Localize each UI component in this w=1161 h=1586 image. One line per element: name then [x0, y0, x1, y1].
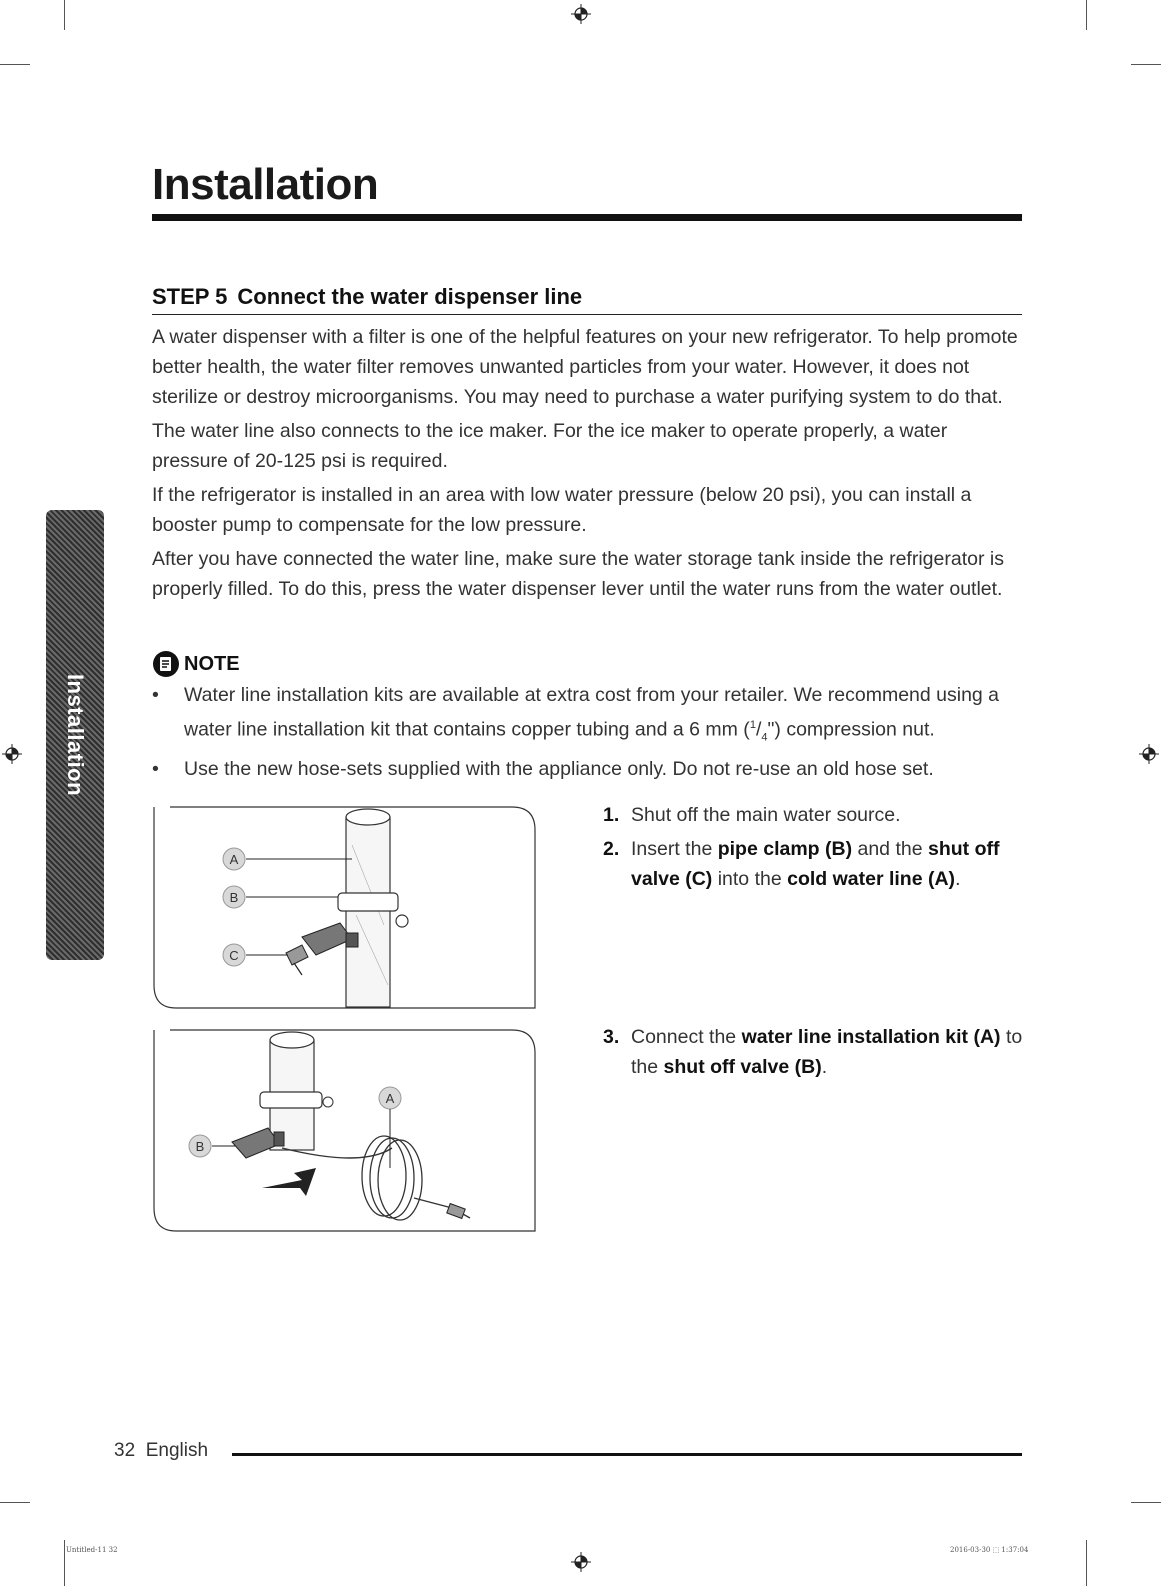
paragraph: A water dispenser with a filter is one of the helpful features on your new refrigerator. To help promote better health, the water filter removes unwanted particles from your water. However, it does not sterilize or destroy microorganisms. You may need to purchase a water purifying system to do that.	[152, 326, 1018, 408]
crop-mark	[1131, 1502, 1161, 1503]
step-term: shut off valve (B)	[663, 1056, 822, 1078]
paragraph: After you have connected the water line, make sure the water storage tank inside the refrigerator is properly filled. To do this, press the water dispenser lever until the water runs from the water outlet.	[152, 548, 1004, 600]
note-list	[152, 680, 1022, 786]
note-header	[152, 650, 240, 678]
step-term: water line installation kit (A)	[741, 1026, 1001, 1048]
page-number: 32	[114, 1440, 136, 1461]
page-footer	[114, 1440, 208, 1462]
note-item	[152, 680, 1022, 752]
fraction-denominator: 4	[761, 731, 768, 744]
steps-list	[603, 800, 1023, 898]
step-number: 2.	[603, 838, 620, 860]
note-label: NOTE	[184, 652, 240, 675]
step-item	[603, 800, 1023, 830]
crop-mark	[0, 64, 30, 65]
paragraph: If the refrigerator is installed in an area with low water pressure (below 20 psi), you can install a booster pump to compensate for the low pressure.	[152, 484, 972, 536]
figure-label: A	[385, 1091, 395, 1106]
note-icon	[152, 650, 180, 678]
steps-list	[603, 1022, 1023, 1086]
title-rule	[152, 214, 1022, 221]
figure-label: C	[229, 948, 239, 963]
step-item	[603, 1022, 1023, 1082]
page-title: Installation	[152, 160, 379, 209]
step-term: shut off valve (C)	[631, 838, 1000, 890]
fraction-numerator: 1	[749, 719, 756, 731]
step-title: Connect the water dispenser line	[237, 284, 583, 309]
note-item-text: ") compression nut.	[767, 718, 935, 741]
crop-mark	[1131, 64, 1161, 65]
step-item	[603, 834, 1023, 894]
step-body	[152, 322, 1022, 608]
registration-mark-icon	[2, 744, 22, 764]
step-text: and the	[852, 838, 928, 860]
note-item-text: Water line installation kits are available at extra cost from your retailer. We recommend using a water line installation kit that contains copper tubing and a 6 mm (	[184, 684, 1000, 741]
paragraph: The water line also connects to the ice maker. For the ice maker to operate properly, a water pressure of 20-125 psi is required.	[152, 420, 948, 472]
footer-rule	[232, 1453, 1022, 1456]
crop-mark	[1086, 1540, 1087, 1586]
step-number: 1.	[603, 804, 620, 826]
step-term: pipe clamp (B)	[717, 838, 853, 860]
step-heading	[152, 284, 1022, 315]
side-tab-label: Installation	[63, 673, 88, 797]
crop-mark	[0, 1502, 30, 1503]
step-text: Shut off the main water source.	[631, 804, 901, 826]
footer-language: English	[145, 1440, 209, 1461]
step-text: into the	[712, 868, 788, 890]
pipe-clamp-illustration	[152, 805, 537, 1010]
water-line-kit-illustration	[152, 1028, 537, 1233]
crop-mark	[64, 0, 65, 30]
figure-label: A	[229, 852, 239, 867]
step-text: Connect the	[631, 1026, 742, 1048]
figure-label: B	[229, 890, 239, 905]
crop-mark	[1086, 0, 1087, 30]
step-number: 3.	[603, 1026, 620, 1048]
registration-mark-icon	[571, 4, 591, 24]
step-term: cold water line (A)	[787, 868, 956, 890]
step-label: STEP 5	[152, 284, 228, 309]
step-text: to the	[631, 1026, 1023, 1078]
print-meta-right: 2016-03-30 ⬚ 1:37:04	[950, 1546, 1029, 1554]
step-text: .	[955, 868, 961, 890]
section-side-tab	[46, 510, 104, 960]
note-item: • Use the new hose-sets supplied with the appliance only. Do not re-use an old hose set.	[152, 754, 1022, 784]
step-text: Insert the	[631, 838, 718, 860]
figure-label: B	[195, 1139, 205, 1154]
fraction-slash: /	[755, 718, 762, 741]
step-text: .	[821, 1056, 828, 1078]
crop-mark	[64, 1540, 65, 1586]
registration-mark-icon	[571, 1552, 591, 1572]
print-meta-left: Untitled-11 32	[66, 1546, 118, 1554]
registration-mark-icon	[1139, 744, 1159, 764]
